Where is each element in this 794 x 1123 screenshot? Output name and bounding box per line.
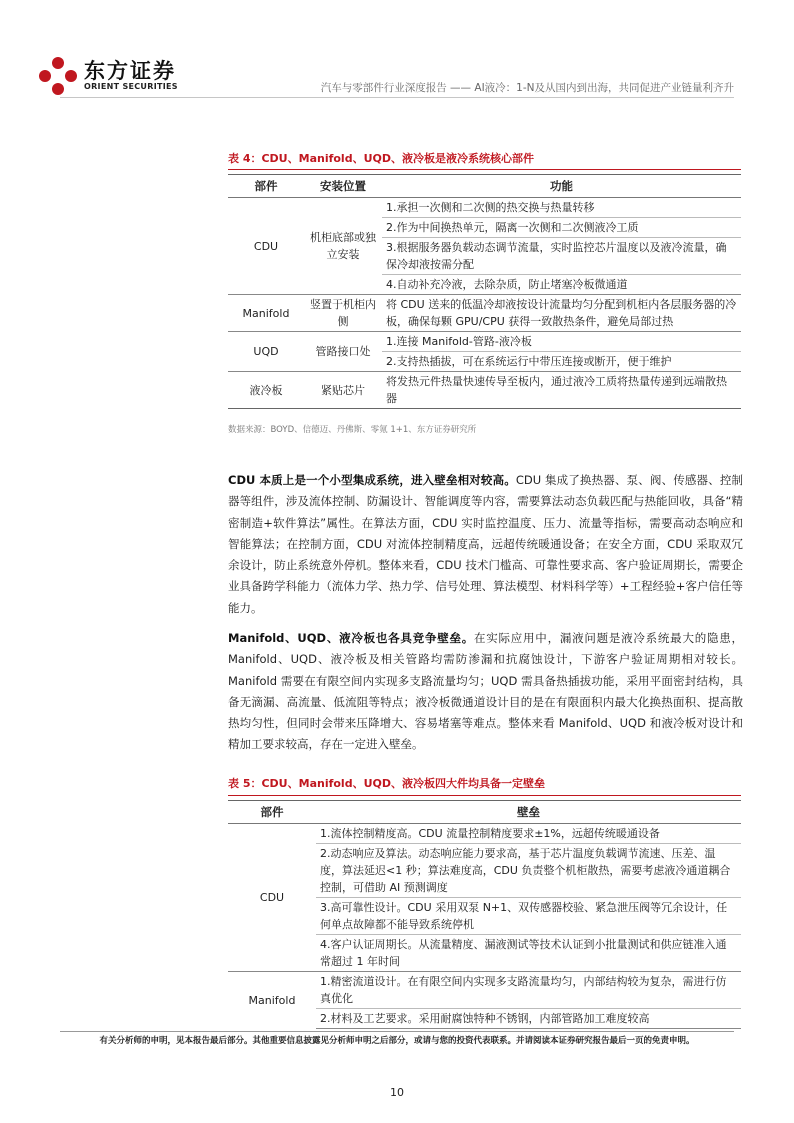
table4-source: 数据来源：BOYD、信德迈、丹佛斯、零氪 1+1、东方证券研究所 (228, 425, 477, 435)
paragraph-text: 在实际应用中，漏液问题是液冷系统最大的隐患，Manifold、UQD、液冷板及相关管路均需防渗漏和抗腐蚀设计，下游客户验证周期相对较长。Manifold 需要在有限空间内实现多支路流量均匀；UQD 需具备热插拔功能，采用平面密封结构，具备无滴漏、高流量、低流阻等特点；液冷板微通道设计目的是在有限面积内最大化换热面积、提高散热均匀性，但同时会带来压降增大、容易堵塞等难点。整体来看 Manifold、UQD 和液冷板对设计和精加工要求较高，存在一定进入壁垒。 (228, 631, 743, 752)
function-cell: 1.承担一次侧和二次侧的热交换与热量转移 (382, 198, 741, 218)
footer-disclaimer: 有关分析师的申明，见本报告最后部分。其他重要信息披露见分析师申明之后部分，或请与您的投资代表联系。并请阅读本证券研究报告最后一页的免责申明。 (99, 1036, 695, 1046)
logo-chinese-name: 东方证券 (84, 59, 176, 83)
table-header-cell: 壁垒 (316, 801, 741, 824)
part-cell: 液冷板 (228, 372, 304, 409)
barrier-cell: 2.材料及工艺要求。采用耐腐蚀特种不锈钢，内部管路加工难度较高 (316, 1009, 741, 1029)
paragraph-lead: CDU 本质上是一个小型集成系统，进入壁垒相对较高。 (228, 473, 516, 487)
paragraph-cdu (228, 470, 743, 619)
table-header-row (228, 801, 741, 824)
part-cell: Manifold (228, 295, 304, 332)
table5-caption-rule (228, 795, 741, 796)
page-number: 10 (390, 1086, 404, 1099)
table-header-cell: 部件 (228, 175, 304, 198)
function-cell: 3.根据服务器负载动态调节流量，实时监控芯片温度以及液冷流量，确保冷却液按需分配 (382, 238, 741, 275)
function-cell: 2.支持热插拔，可在系统运行中带压连接或断开，便于维护 (382, 352, 741, 372)
table-row (228, 198, 741, 218)
part-cell: Manifold (228, 972, 316, 1029)
barrier-cell: 2.动态响应及算法。动态响应能力要求高，基于芯片温度负载调节流速、压差、温度，算法延迟<1 秒；算法难度高，CDU 负责整个机柜散热，需要考虑液冷通道耦合控制，可借助 AI 预测调度 (316, 844, 741, 898)
table-row (228, 372, 741, 409)
paragraph-lead: Manifold、UQD、液冷板也各具竞争壁垒。 (228, 631, 474, 645)
function-cell: 2.作为中间换热单元，隔离一次侧和二次侧液冷工质 (382, 218, 741, 238)
barrier-cell: 4.客户认证周期长。从流量精度、漏液测试等技术认证到小批量测试和供应链准入通常超过 1 年时间 (316, 935, 741, 972)
report-title: 汽车与零部件行业深度报告 —— AI液冷：1-N及从国内到出海，共同促进产业链量利齐升 (320, 82, 734, 94)
table-row (228, 332, 741, 352)
position-cell: 机柜底部或独立安装 (304, 198, 382, 295)
function-cell: 4.自动补充冷液，去除杂质，防止堵塞冷板微通道 (382, 275, 741, 295)
paragraph-components (228, 628, 743, 756)
logo-english-name: ORIENT SECURITIES (84, 82, 178, 91)
function-cell: 将发热元件热量快速传导至板内，通过液冷工质将热量传递到远端散热器 (382, 372, 741, 409)
part-cell: CDU (228, 198, 304, 295)
table-row (228, 972, 741, 1009)
table-header-cell: 功能 (382, 175, 741, 198)
table5 (228, 800, 741, 1029)
table-row (228, 295, 741, 332)
table4 (228, 174, 741, 409)
part-cell: UQD (228, 332, 304, 372)
header-divider (60, 97, 734, 98)
barrier-cell: 3.高可靠性设计。CDU 采用双泵 N+1、双传感器校验、紧急泄压阀等冗余设计，任何单点故障都不能导致系统停机 (316, 898, 741, 935)
barrier-cell: 1.精密流道设计。在有限空间内实现多支路流量均匀，内部结构较为复杂，需进行仿真优化 (316, 972, 741, 1009)
table-header-row (228, 175, 741, 198)
position-cell: 紧贴芯片 (304, 372, 382, 409)
part-cell: CDU (228, 824, 316, 972)
function-cell: 将 CDU 送来的低温冷却液按设计流量均匀分配到机柜内各层服务器的冷板，确保每颗 GPU/CPU 获得一致散热条件，避免局部过热 (382, 295, 741, 332)
table-header-cell: 部件 (228, 801, 316, 824)
position-cell: 竖置于机柜内侧 (304, 295, 382, 332)
paragraph-text: CDU 集成了换热器、泵、阀、传感器、控制器等组件，涉及流体控制、防漏设计、智能调度等内容，需要算法动态负载匹配与热能回收，具备“精密制造+软件算法”属性。在算法方面，CDU 实时监控温度、压力、流量等指标，需要高动态响应和智能算法；在控制方面，CDU 对流体控制精度高，远超传统暖通设备；在安全方面，CDU 采取双冗余设计，防止系统意外停机。整体来看，CDU 技术门槛高、可靠性要求高、客户验证周期长，需要企业具备跨学科能力（流体力学、热力学、信号处理、算法模型、材料科学等）+工程经验+客户信任等能力。 (228, 473, 743, 615)
table4-caption: 表 4：CDU、Manifold、UQD、液冷板是液冷系统核心部件 (228, 152, 534, 165)
orient-securities-logo (38, 56, 78, 96)
table5-caption: 表 5：CDU、Manifold、UQD、液冷板四大件均具备一定壁垒 (228, 777, 545, 790)
table-header-cell: 安装位置 (304, 175, 382, 198)
function-cell: 1.连接 Manifold-管路-液冷板 (382, 332, 741, 352)
position-cell: 管路接口处 (304, 332, 382, 372)
table4-caption-rule (228, 169, 741, 170)
footer-divider (60, 1031, 734, 1032)
table-row (228, 824, 741, 844)
barrier-cell: 1.流体控制精度高。CDU 流量控制精度要求±1%，远超传统暖通设备 (316, 824, 741, 844)
